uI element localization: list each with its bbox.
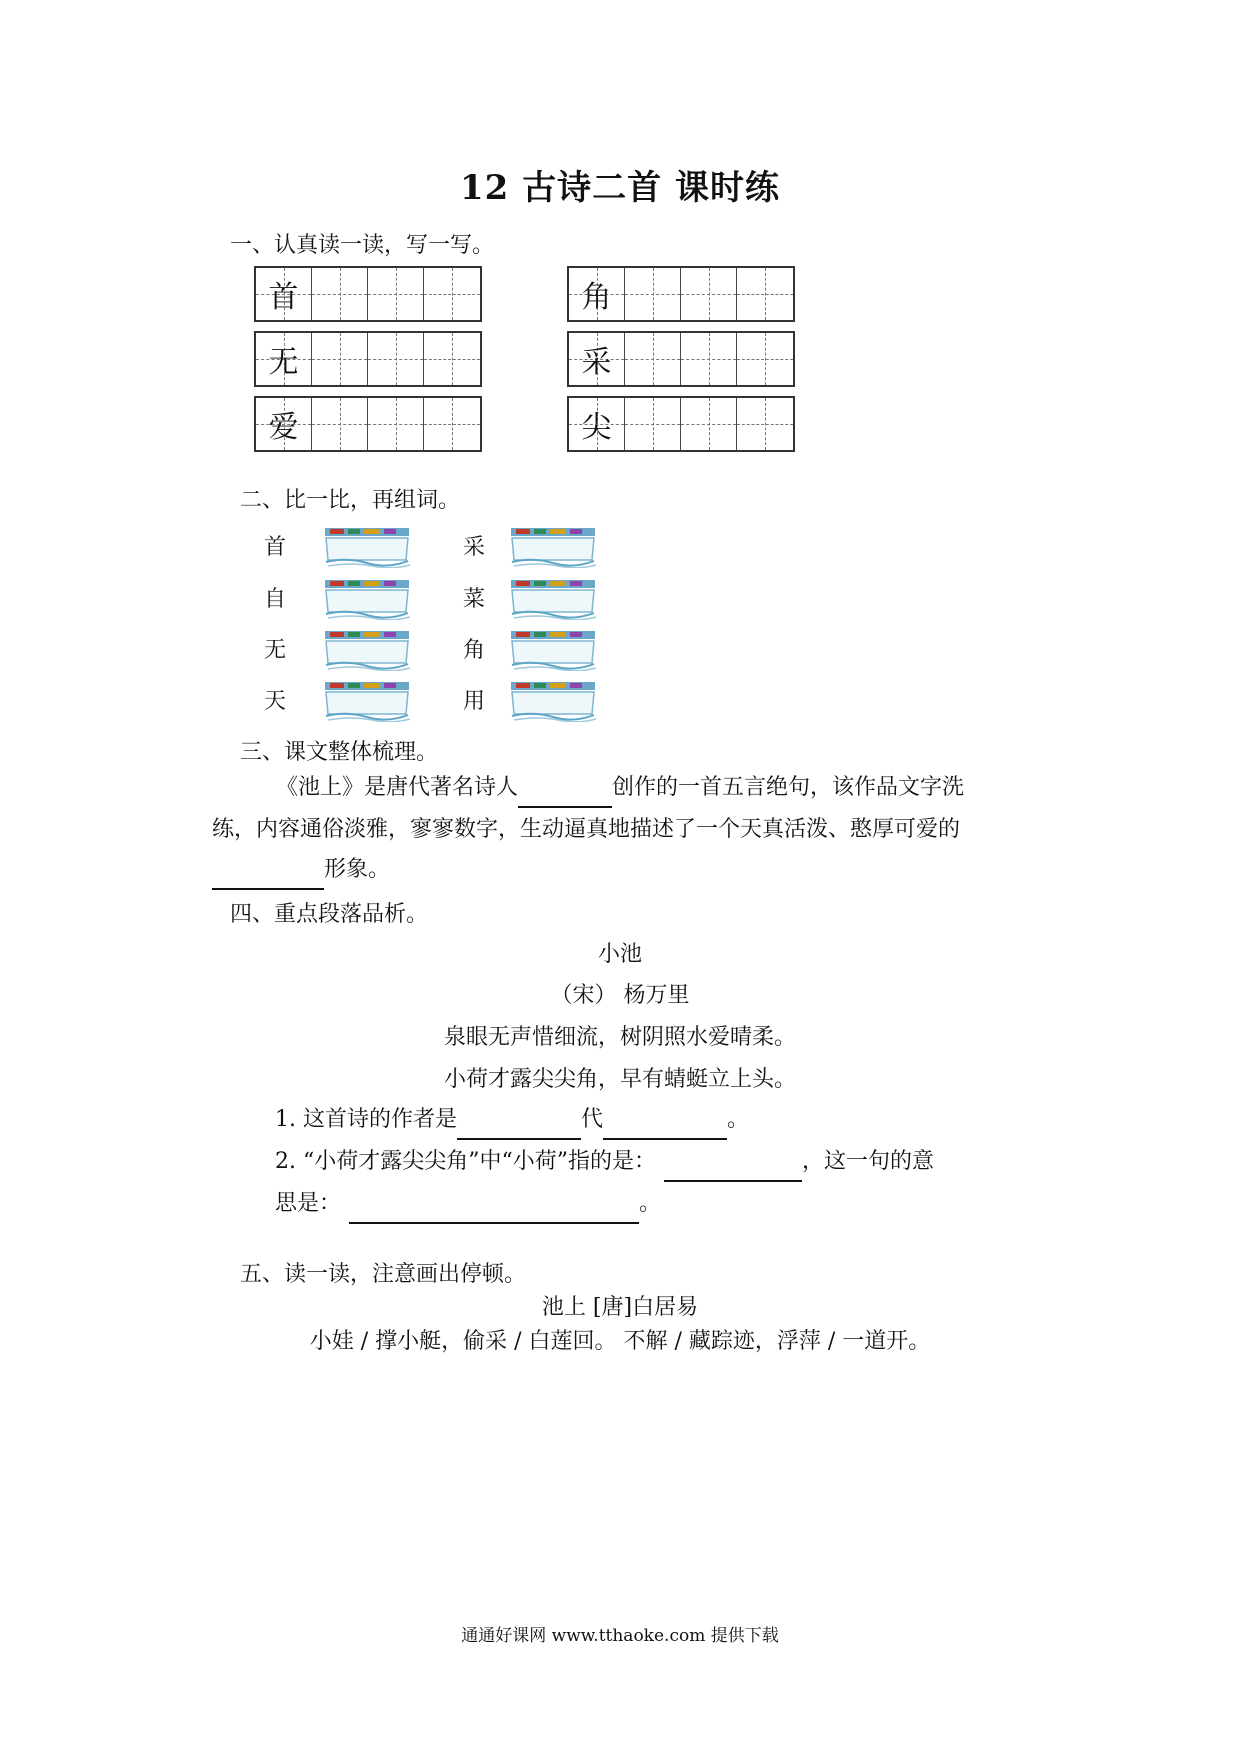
cell-guide-line — [424, 359, 480, 360]
summary-line-2: 练，内容通俗淡雅，寥寥数字，生动逼真地描述了一个天真活泼、憨厚可爱的 — [212, 817, 961, 842]
footer-credit: 通通好课网 www.tthaoke.com 提供下载 — [461, 1626, 779, 1646]
writing-cell[interactable] — [625, 333, 681, 385]
compare-char: 首 — [264, 535, 287, 560]
cell-guide-line — [424, 424, 480, 425]
model-char: 采 — [581, 345, 612, 380]
section1-heading: 一、认真读一读，写一写。 — [230, 233, 495, 258]
question-text: 2. “小荷才露尖尖角”中“小荷”指的是： — [275, 1149, 656, 1174]
answer-blank-image[interactable] — [212, 862, 324, 890]
writing-cell[interactable] — [368, 398, 424, 450]
summary-line-1 — [276, 768, 964, 808]
grid-row — [567, 331, 795, 387]
writing-cell[interactable] — [312, 333, 368, 385]
cell-guide-line — [625, 424, 680, 425]
poem-line-2: 小荷才露尖尖角，早有蜻蜓立上头。 — [443, 1067, 796, 1092]
model-char: 首 — [268, 280, 299, 315]
compare-char: 天 — [264, 689, 287, 714]
cell-guide-line — [737, 424, 793, 425]
compare-char: 采 — [463, 535, 486, 560]
writing-cell[interactable] — [625, 268, 681, 320]
section2-heading: 二、比一比，再组词。 — [240, 488, 461, 513]
writing-cell[interactable] — [737, 268, 793, 320]
writing-cell[interactable] — [368, 268, 424, 320]
poem-title: 小池 — [597, 942, 642, 967]
cell-guide-line — [625, 359, 680, 360]
writing-cell[interactable] — [312, 398, 368, 450]
word-answer-box[interactable] — [322, 578, 412, 620]
summary-text: 创作的一首五言绝句，该作品文字洗 — [612, 775, 965, 800]
answer-blank-dynasty[interactable] — [603, 1112, 727, 1140]
word-answer-box[interactable] — [508, 578, 598, 620]
cell-guide-line — [424, 294, 480, 295]
cell-guide-line — [312, 294, 367, 295]
grid-row — [254, 331, 482, 387]
word-answer-box[interactable] — [508, 680, 598, 722]
question-text: 。 — [727, 1107, 750, 1132]
compare-char: 菜 — [463, 587, 486, 612]
question-text: ，这一句的意 — [801, 1149, 934, 1174]
word-answer-box[interactable] — [322, 629, 412, 671]
word-answer-box[interactable] — [508, 526, 598, 568]
summary-text: 形象。 — [324, 857, 391, 882]
grid-row — [567, 396, 795, 452]
writing-cell[interactable] — [312, 268, 368, 320]
cell-guide-line — [368, 359, 423, 360]
summary-text: 《池上》是唐代著名诗人 — [276, 775, 519, 800]
writing-cell[interactable] — [424, 268, 480, 320]
writing-cell[interactable] — [681, 268, 737, 320]
model-char-cell — [256, 268, 312, 320]
question-text: 。 — [639, 1191, 662, 1216]
writing-cell[interactable] — [424, 333, 480, 385]
grid-row — [254, 266, 482, 322]
page-title: 12 古诗二首 课时练 — [460, 168, 780, 208]
cell-guide-line — [368, 294, 423, 295]
writing-cell[interactable] — [625, 398, 681, 450]
cell-guide-line — [737, 359, 793, 360]
question-text: 代 — [580, 1107, 603, 1132]
cell-guide-line — [625, 294, 680, 295]
section5-heading: 五、读一读，注意画出停顿。 — [240, 1262, 527, 1287]
poem-author: （宋） 杨万里 — [550, 983, 690, 1008]
word-answer-box[interactable] — [322, 680, 412, 722]
cell-guide-line — [312, 359, 367, 360]
question-2 — [275, 1142, 934, 1182]
writing-cell[interactable] — [424, 398, 480, 450]
word-answer-box[interactable] — [508, 629, 598, 671]
grid-row — [254, 396, 482, 452]
cell-guide-line — [681, 359, 736, 360]
answer-blank-poet[interactable] — [518, 780, 612, 808]
compare-char: 无 — [264, 638, 287, 663]
model-char-cell — [569, 398, 625, 450]
model-char-cell — [569, 268, 625, 320]
model-char-cell — [256, 333, 312, 385]
question-text: 1. 这首诗的作者是 — [275, 1107, 457, 1132]
model-char-cell — [569, 333, 625, 385]
answer-blank-author[interactable] — [457, 1112, 581, 1140]
answer-blank-meaning[interactable] — [349, 1196, 639, 1224]
cell-guide-line — [737, 294, 793, 295]
writing-cell[interactable] — [681, 398, 737, 450]
cell-guide-line — [681, 294, 736, 295]
model-char: 无 — [268, 345, 299, 380]
poem2-text: 小娃 / 撑小艇，偷采 / 白莲回。 不解 / 藏踪迹，浮萍 / 一道开。 — [309, 1329, 931, 1354]
cell-guide-line — [368, 424, 423, 425]
poem-line-1: 泉眼无声惜细流，树阴照水爱晴柔。 — [443, 1025, 796, 1050]
question-1 — [275, 1100, 749, 1140]
poem2-head: 池上 [唐]白居易 — [541, 1295, 699, 1320]
model-char: 爱 — [268, 410, 299, 445]
grid-row — [567, 266, 795, 322]
word-answer-box[interactable] — [322, 526, 412, 568]
compare-char: 自 — [264, 587, 287, 612]
cell-guide-line — [681, 424, 736, 425]
question-text: 思是： — [275, 1191, 342, 1216]
compare-char: 用 — [463, 689, 486, 714]
question-2-continued — [275, 1184, 661, 1224]
compare-char: 角 — [463, 638, 486, 663]
answer-blank-xiaohe[interactable] — [664, 1154, 802, 1182]
writing-cell[interactable] — [737, 398, 793, 450]
writing-cell[interactable] — [737, 333, 793, 385]
summary-line-3 — [212, 850, 390, 890]
section3-heading: 三、课文整体梳理。 — [240, 740, 439, 765]
writing-cell[interactable] — [368, 333, 424, 385]
writing-cell[interactable] — [681, 333, 737, 385]
model-char-cell — [256, 398, 312, 450]
section4-heading: 四、重点段落品析。 — [230, 902, 429, 927]
model-char: 尖 — [581, 410, 612, 445]
model-char: 角 — [581, 280, 612, 315]
cell-guide-line — [312, 424, 367, 425]
